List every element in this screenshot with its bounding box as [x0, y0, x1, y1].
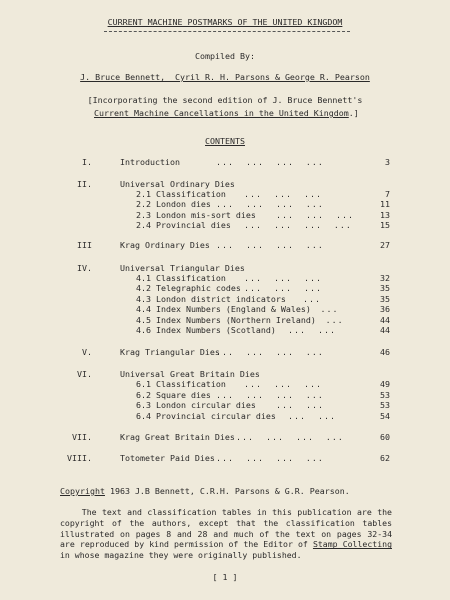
toc-entry-label: Universal Triangular Dies: [120, 263, 245, 273]
toc-section-number: II.: [77, 179, 92, 189]
toc-entry-label: 4.6 Index Numbers (Scotland): [136, 325, 276, 335]
toc-section-number: VII.: [72, 432, 92, 442]
toc-section-number: III: [77, 240, 92, 250]
toc-page-number: 27: [380, 240, 390, 250]
edition-note-end: .]: [348, 108, 359, 118]
toc-entry-label: 6.2 Square dies: [136, 390, 211, 400]
toc-page-number: 46: [380, 347, 390, 357]
toc-leader-dots: ... ... ... ...: [216, 199, 324, 209]
toc-page-number: 35: [380, 294, 390, 304]
toc-page-number: 7: [385, 189, 390, 199]
toc-row: [0, 453, 450, 463]
toc-row: [0, 379, 450, 389]
toc-section-number: I.: [82, 157, 92, 167]
toc-page-number: 44: [380, 315, 390, 325]
toc-page-number: 49: [380, 379, 390, 389]
toc-row: [0, 294, 450, 304]
toc-row: [0, 179, 450, 189]
paragraph-text-2: in whose magazine they were originally published.: [60, 550, 302, 561]
toc-leader-dots: ... ... ... ...: [244, 220, 352, 230]
toc-entry-label: 6.4 Provincial circular dies: [136, 411, 276, 421]
toc-leader-dots: ... ... ...: [244, 189, 322, 199]
toc-entry-label: 2.4 Provincial dies: [136, 220, 231, 230]
toc-leader-dots: ... ... ...: [244, 283, 322, 293]
toc-row: [0, 220, 450, 230]
toc-page-number: 54: [380, 411, 390, 421]
copyright-paragraph: [60, 507, 392, 561]
toc-row: [0, 283, 450, 293]
toc-row: [0, 240, 450, 250]
toc-page-number: 32: [380, 273, 390, 283]
compiled-by-label: Compiled By:: [195, 51, 255, 61]
toc-row: [0, 189, 450, 199]
toc-entry-label: 4.1 Classification: [136, 273, 226, 283]
toc-leader-dots: ... ... ... ...: [216, 453, 324, 463]
authors-line: J. Bruce Bennett, Cyril R. H. Parsons & George R. Pearson: [80, 72, 370, 82]
toc-entry-label: 2.1 Classification: [136, 189, 226, 199]
toc-row: [0, 210, 450, 220]
toc-page-number: 11: [380, 199, 390, 209]
toc-page-number: 53: [380, 390, 390, 400]
toc-entry-label: 2.3 London mis-sort dies: [136, 210, 256, 220]
toc-entry-label: Totometer Paid Dies: [120, 453, 215, 463]
toc-entry-label: Krag Great Britain Dies: [120, 432, 235, 442]
toc-leader-dots: ... ... ... ...: [216, 347, 324, 357]
page-number: [ 1 ]: [212, 572, 238, 582]
toc-row: [0, 347, 450, 357]
copyright-label: Copyright: [60, 486, 105, 496]
toc-row: [0, 157, 450, 167]
toc-page-number: 60: [380, 432, 390, 442]
toc-page-number: 13: [380, 210, 390, 220]
toc-leader-dots: ... ... ...: [276, 210, 354, 220]
toc-entry-label: Universal Ordinary Dies: [120, 179, 235, 189]
toc-row: [0, 263, 450, 273]
toc-row: [0, 325, 450, 335]
toc-entry-label: 4.4 Index Numbers (England & Wales): [136, 304, 311, 314]
toc-entry-label: 2.2 London dies: [136, 199, 211, 209]
toc-leader-dots: ... ... ... ...: [236, 432, 344, 442]
book-title: Current Machine Cancellations in the United Kingdom: [94, 108, 349, 118]
toc-section-number: V.: [82, 347, 92, 357]
toc-entry-label: 6.3 London circular dies: [136, 400, 256, 410]
toc-page-number: 36: [380, 304, 390, 314]
toc-leader-dots: ...: [325, 315, 344, 325]
toc-leader-dots: ... ... ... ...: [216, 240, 324, 250]
copyright-text: 1963 J.B Bennett, C.R.H. Parsons & G.R. Pearson.: [104, 486, 350, 496]
toc-row: [0, 273, 450, 283]
toc-section-number: VI.: [77, 369, 92, 379]
title-dashed-rule: [104, 31, 350, 32]
toc-row: [0, 411, 450, 421]
toc-entry-label: 4.5 Index Numbers (Northern Ireland): [136, 315, 316, 325]
toc-row: [0, 400, 450, 410]
toc-row: [0, 304, 450, 314]
toc-leader-dots: ...: [320, 304, 339, 314]
toc-page-number: 53: [380, 400, 390, 410]
toc-leader-dots: ... ...: [288, 411, 336, 421]
stamp-collecting-title: Stamp Collecting: [312, 539, 392, 550]
toc-entry-label: 4.2 Telegraphic codes: [136, 283, 241, 293]
toc-page-number: 35: [380, 283, 390, 293]
toc-page-number: 62: [380, 453, 390, 463]
toc-page-number: 15: [380, 220, 390, 230]
toc-page-number: 44: [380, 325, 390, 335]
contents-heading: CONTENTS: [205, 136, 245, 146]
toc-row: [0, 369, 450, 379]
toc-leader-dots: ... ... ...: [244, 273, 322, 283]
document-title: CURRENT MACHINE POSTMARKS OF THE UNITED KINGDOM: [107, 17, 343, 27]
toc-row: [0, 390, 450, 400]
toc-entry-label: 6.1 Classification: [136, 379, 226, 389]
toc-section-number: IV.: [77, 263, 92, 273]
toc-section-number: VIII.: [67, 453, 92, 463]
toc-leader-dots: ...: [303, 294, 321, 304]
edition-note-line2: [94, 108, 359, 118]
toc-entry-label: Krag Ordinary Dies: [120, 240, 210, 250]
toc-leader-dots: ... ... ... ...: [216, 390, 324, 400]
toc-row: [0, 432, 450, 442]
paragraph-text-1: The text and classification tables in this publication are the copyright of the authors, except that the classification tables illustrated on pages 8 and 28 and much of the text on pages 32-34 are reproduced by kind permission of the Editor of: [60, 507, 392, 550]
toc-row: [0, 315, 450, 325]
toc-leader-dots: ... ... ...: [244, 379, 322, 389]
toc-leader-dots: ... ... ... ...: [216, 157, 324, 167]
toc-entry-label: 4.3 London district indicators: [136, 294, 286, 304]
toc-leader-dots: ... ...: [276, 400, 324, 410]
toc-page-number: 3: [385, 157, 390, 167]
toc-entry-label: Universal Great Britain Dies: [120, 369, 260, 379]
toc-leader-dots: ... ...: [288, 325, 336, 335]
edition-note-line1: [Incorporating the second edition of J. Bruce Bennett's: [87, 95, 363, 105]
toc-entry-label: Introduction: [120, 157, 180, 167]
toc-entry-label: Krag Triangular Dies: [120, 347, 220, 357]
toc-row: [0, 199, 450, 209]
copyright-line: [60, 486, 350, 496]
